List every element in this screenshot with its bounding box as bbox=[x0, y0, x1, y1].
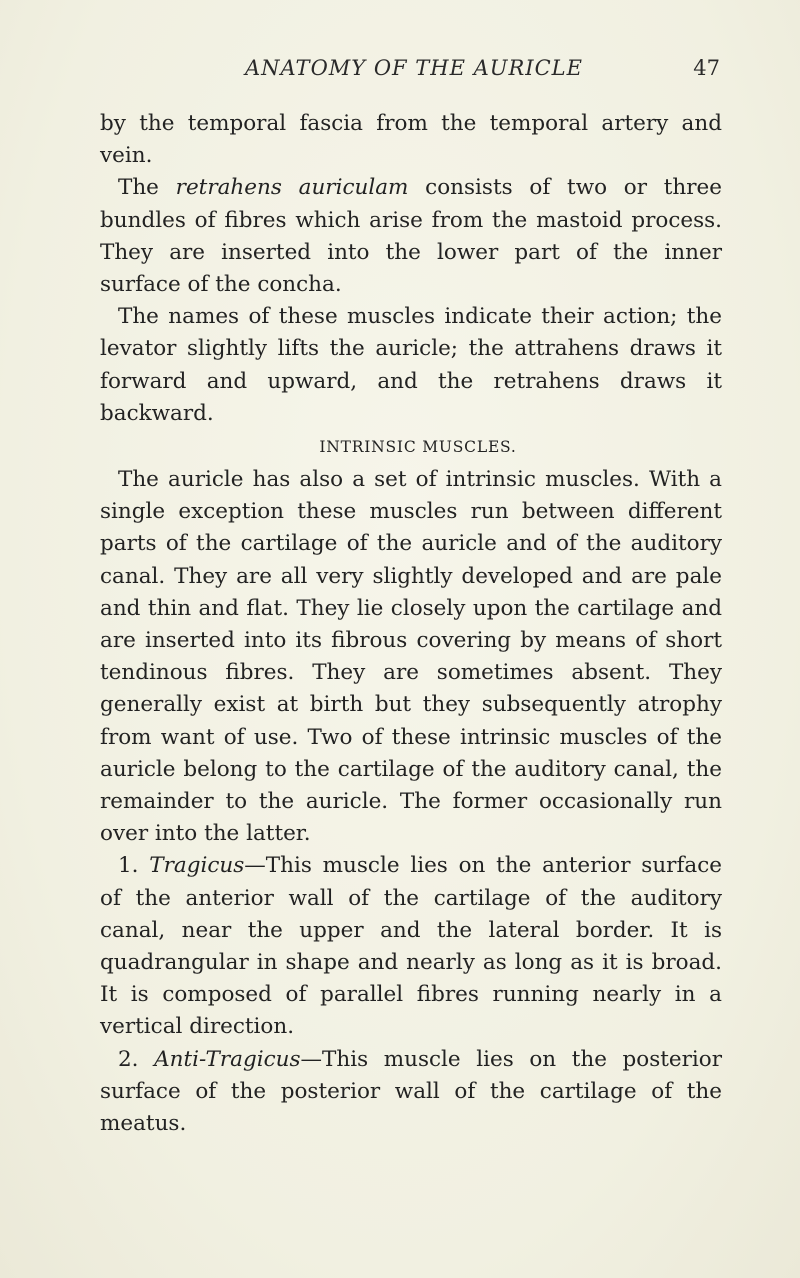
paragraph-intrinsic bbox=[100, 464, 722, 850]
section-heading: INTRINSIC MUSCLES. bbox=[319, 438, 517, 457]
paragraph-text: —This muscle lies on the anterior surface of the anterior wall of the cartilage of the auditory canal, near the upper and the lateral border. It is quadrangular in shape and nearly as long as it is broad. It is composed of parallel fibres running nearly in a vertical direction. bbox=[100, 853, 722, 1040]
paragraph-text: by the temporal fascia from the temporal artery and vein. bbox=[100, 111, 722, 169]
paragraph-text-pre: The bbox=[118, 175, 176, 201]
term-anti-tragicus: Anti-Tragicus bbox=[154, 1046, 301, 1072]
item-number: 2. bbox=[118, 1046, 155, 1072]
body-text bbox=[100, 108, 722, 1140]
paragraph-retrahens bbox=[100, 172, 722, 301]
paragraph-text: —This muscle lies on the posterior surface of the posterior wall of the cartilage of the meatus. bbox=[100, 1046, 722, 1137]
paragraph-tragicus bbox=[100, 850, 722, 1043]
paragraph-text-post: consists of two or three bundles of fibres which arise from the mastoid process. They are inserted into the lower part of the inner surface of the concha. bbox=[100, 175, 722, 298]
paragraph-text: The auricle has also a set of intrinsic muscles. With a single exception these muscles run between different parts of the cartilage of the auricle and of the auditory canal. They are all very slightly developed and are pale and thin and flat. They lie closely upon the cartilage and are inserted into its fibrous covering by means of short tendinous fibres. They are sometimes absent. They generally exist at birth but they subsequently atrophy from want of use. Two of these intrinsic muscles of the auricle belong to the cartilage of the auditory canal, the remainder to the auricle. The former occasionally run over into the latter. bbox=[100, 467, 722, 847]
item-number: 1. bbox=[118, 853, 150, 879]
paragraph-continuation bbox=[100, 108, 722, 172]
term-tragicus: Tragicus bbox=[149, 853, 245, 879]
running-head: ANATOMY OF THE AURICLE bbox=[245, 56, 583, 80]
page-number: 47 bbox=[693, 56, 720, 80]
paragraph-text: The names of these muscles indicate their action; the levator slightly lifts the auricle; the attrahens draws it forward and upward, and the retrahens draws it backward. bbox=[100, 304, 722, 426]
page-header bbox=[100, 56, 720, 86]
term-retrahens-auriculam: retrahens auriculam bbox=[175, 175, 409, 201]
paragraph-actions bbox=[100, 301, 722, 430]
paragraph-anti-tragicus bbox=[100, 1044, 722, 1141]
